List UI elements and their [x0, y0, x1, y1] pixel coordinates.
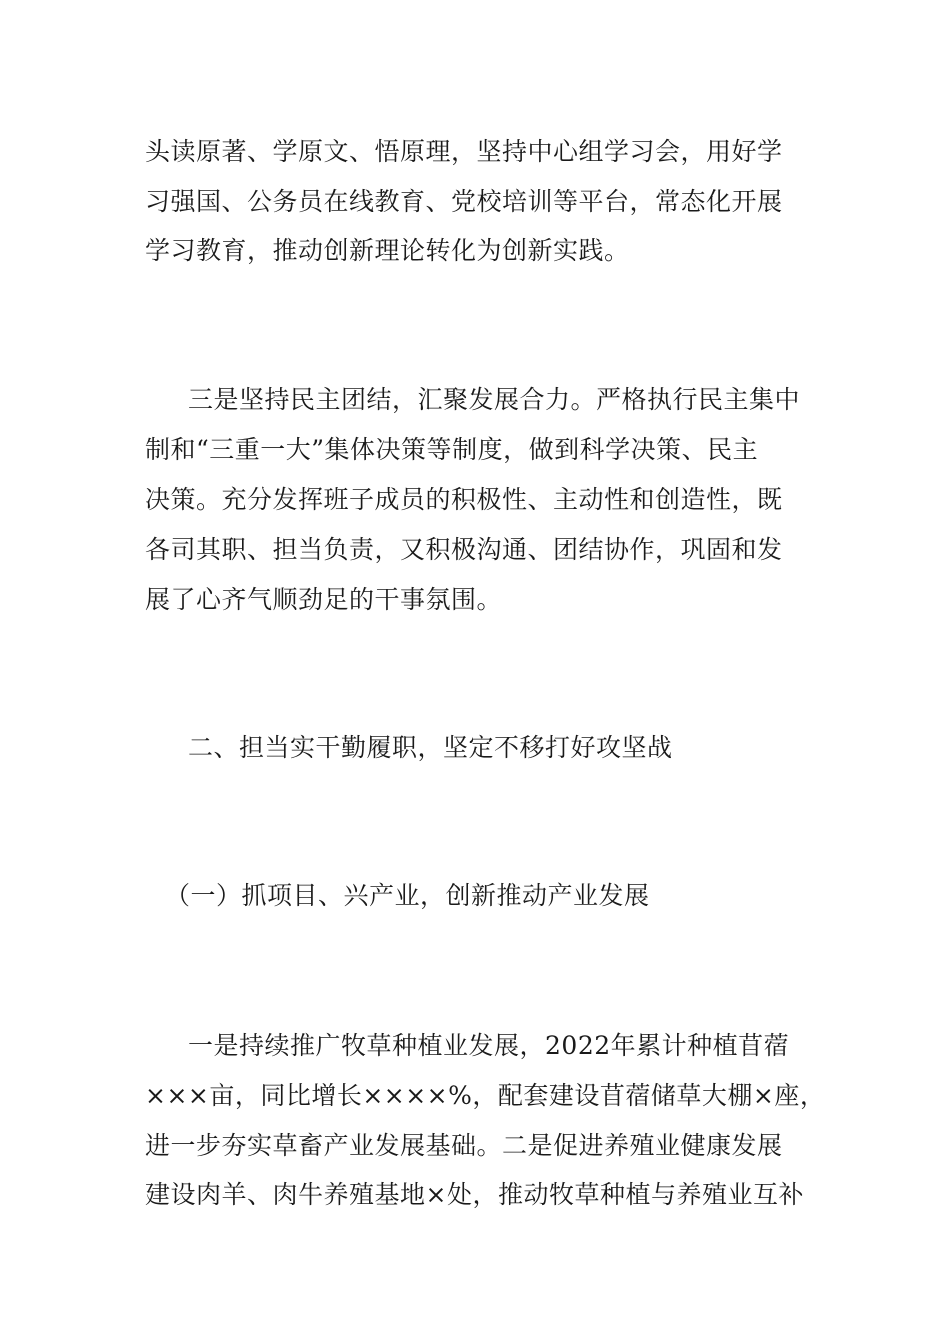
paragraph-1-line-2: 习强国、公务员在线教育、党校培训等平台，常态化开展 [145, 187, 783, 216]
paragraph-2-line-3: 决策。充分发挥班子成员的积极性、主动性和创造性，既 [145, 485, 783, 514]
paragraph-3-line-4: 建设肉羊、肉牛养殖基地×处，推动牧草种植与养殖业互补 [145, 1180, 804, 1209]
paragraph-1-line-1: 头读原著、学原文、悟原理，坚持中心组学习会，用好学 [145, 137, 783, 166]
paragraph-1-line-3: 学习教育，推动创新理论转化为创新实践。 [145, 236, 630, 265]
paragraph-3-line-2: ×××亩，同比增长××××%，配套建设苜蓿储草大棚×座， [145, 1081, 826, 1110]
paragraph-3-line-3: 进一步夯实草畜产业发展基础。二是促进养殖业健康发展 [145, 1131, 783, 1160]
section-heading: 二、担当实干勤履职，坚定不移打好攻坚战 [188, 733, 673, 762]
paragraph-2-line-4: 各司其职、担当负责，又积极沟通、团结协作，巩固和发 [145, 535, 783, 564]
paragraph-3-line-1: 一是持续推广牧草种植业发展，2022年累计种植苜蓿 [188, 1031, 790, 1060]
paragraph-2-line-1: 三是坚持民主团结，汇聚发展合力。严格执行民主集中 [188, 385, 801, 414]
subsection-heading: （一）抓项目、兴产业，创新推动产业发展 [165, 881, 650, 910]
paragraph-2-line-2: 制和“三重一大”集体决策等制度，做到科学决策、民主 [145, 435, 759, 464]
paragraph-2-line-5: 展了心齐气顺劲足的干事氛围。 [145, 585, 503, 614]
